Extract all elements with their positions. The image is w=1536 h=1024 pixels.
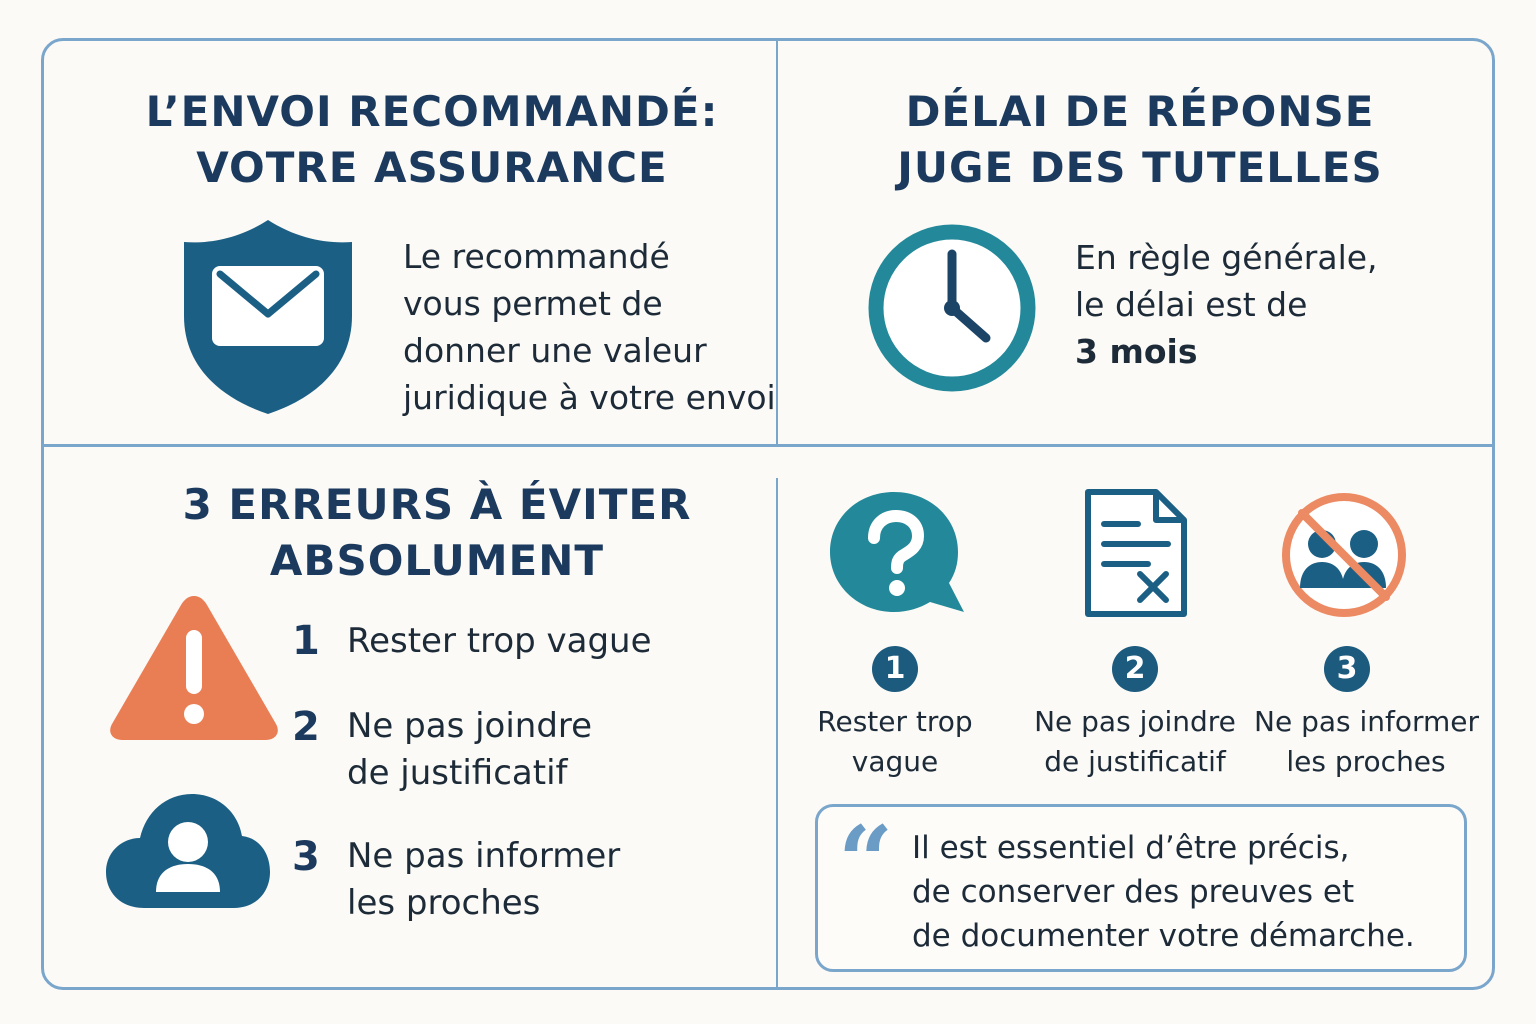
erreur-text-line: Ne pas informer bbox=[347, 836, 621, 876]
caption-line: de justificatif bbox=[1044, 745, 1226, 778]
erreur-number-3: 3 bbox=[292, 834, 320, 880]
quote-text bbox=[912, 826, 1415, 958]
envoi-text bbox=[403, 233, 776, 421]
erreurs-title-line1: 3 ERREURS À ÉVITER bbox=[182, 480, 692, 529]
shield-envelope-icon bbox=[180, 216, 356, 416]
envoi-title-line2: VOTRE ASSURANCE bbox=[196, 143, 668, 192]
erreur-text-line: Rester trop vague bbox=[347, 621, 652, 661]
icon-caption-2 bbox=[1030, 702, 1240, 782]
caption-line: les proches bbox=[1286, 745, 1446, 778]
erreur-text-line: Ne pas joindre bbox=[347, 706, 593, 746]
delai-text-line2: le délai est de bbox=[1075, 285, 1308, 324]
document-error-icon bbox=[1082, 488, 1190, 618]
icon-caption-3 bbox=[1254, 702, 1478, 782]
divider-horizontal bbox=[42, 444, 1494, 447]
envoi-title bbox=[82, 84, 782, 196]
quote-mark-icon: “ bbox=[838, 805, 894, 918]
icon-number-2: 2 bbox=[1112, 646, 1158, 692]
quote-line: de documenter votre démarche. bbox=[912, 918, 1415, 954]
envoi-title-line1: L’ENVOI RECOMMANDÉ: bbox=[145, 87, 719, 136]
delai-text-line1: En règle générale, bbox=[1075, 238, 1378, 277]
person-cloud-icon bbox=[104, 792, 272, 910]
caption-line: Rester trop bbox=[817, 705, 973, 738]
caption-line: Ne pas joindre bbox=[1034, 705, 1236, 738]
delai-highlight: 3 mois bbox=[1075, 332, 1198, 371]
icon-caption-1 bbox=[800, 702, 990, 782]
envoi-text-line: vous permet de bbox=[403, 284, 663, 323]
erreur-text-line: les proches bbox=[347, 883, 541, 923]
no-people-icon bbox=[1276, 490, 1412, 620]
delai-text bbox=[1075, 234, 1378, 375]
erreur-text-3 bbox=[347, 833, 620, 927]
erreur-text-1 bbox=[347, 618, 652, 665]
icon-number-3: 3 bbox=[1324, 646, 1370, 692]
envoi-text-line: juridique à votre envoi bbox=[403, 378, 776, 417]
delai-title bbox=[800, 84, 1480, 196]
delai-title-line1: DÉLAI DE RÉPONSE bbox=[905, 87, 1375, 136]
erreur-number-1: 1 bbox=[292, 618, 320, 664]
quote-line: de conserver des preuves et bbox=[912, 874, 1355, 910]
erreur-text-2 bbox=[347, 703, 592, 797]
erreur-number-2: 2 bbox=[292, 704, 320, 750]
erreur-text-line: de justificatif bbox=[347, 753, 568, 793]
icon-number-1: 1 bbox=[872, 646, 918, 692]
erreurs-title-line2: ABSOLUMENT bbox=[269, 536, 605, 585]
erreurs-title bbox=[82, 477, 792, 589]
quote-line: Il est essentiel d’être précis, bbox=[912, 830, 1350, 866]
caption-line: Ne pas informer bbox=[1254, 705, 1480, 738]
caption-line: vague bbox=[851, 745, 939, 778]
clock-icon bbox=[866, 222, 1038, 394]
delai-title-line2: JUGE DES TUTELLES bbox=[897, 143, 1383, 192]
question-bubble-icon bbox=[826, 488, 968, 618]
warning-icon bbox=[106, 590, 282, 744]
envoi-text-line: donner une valeur bbox=[403, 331, 707, 370]
envoi-text-line: Le recommandé bbox=[403, 237, 670, 276]
